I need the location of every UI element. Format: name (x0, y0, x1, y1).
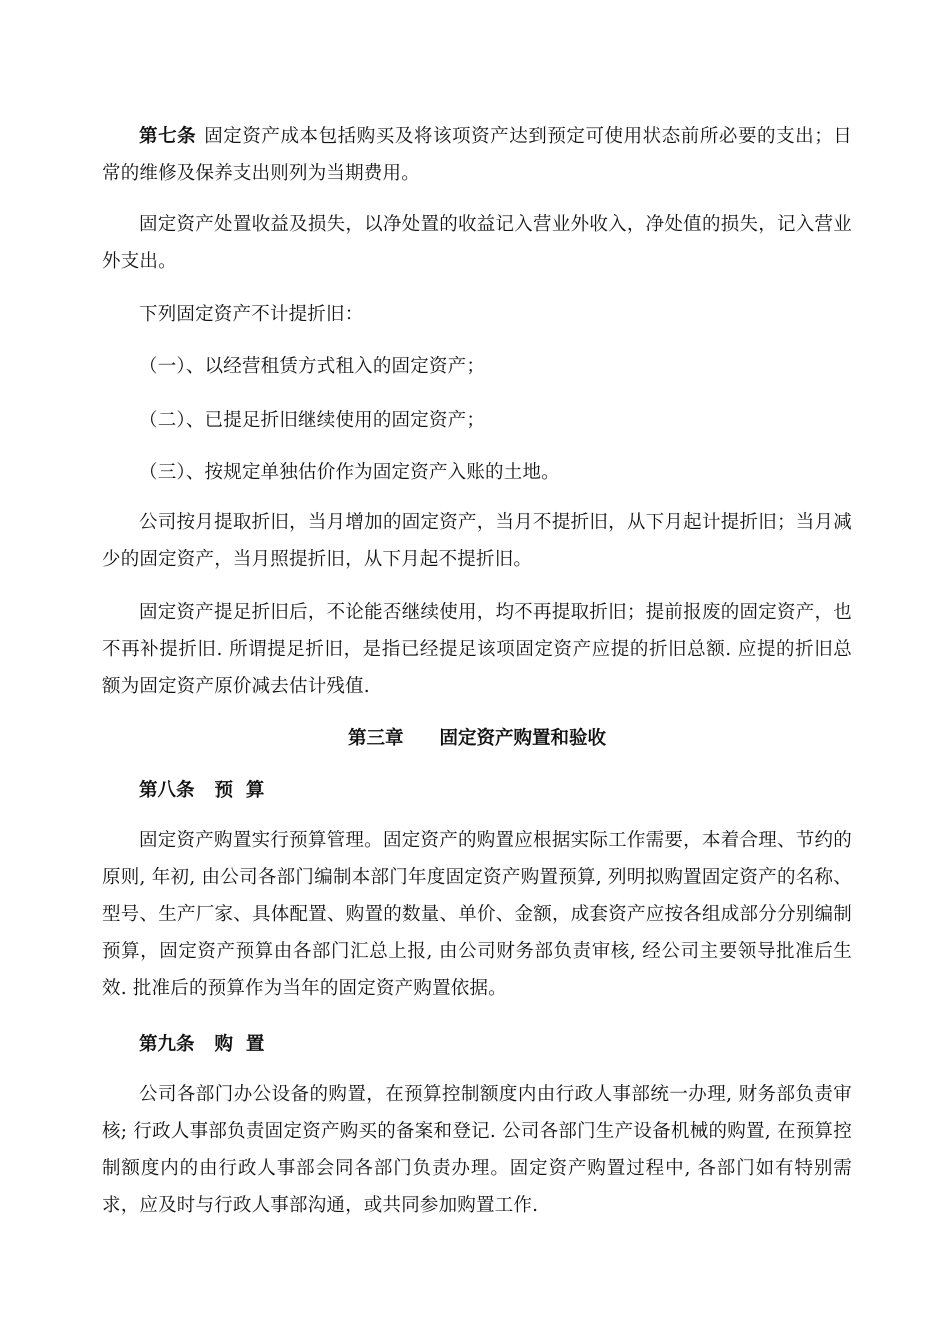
disposal-paragraph: 固定资产处置收益及损失，以净处置的收益记入营业外收入，净处值的损失，记入营业外支出。 (102, 214, 852, 272)
chapter-3-number: 第三章 (347, 728, 404, 749)
chapter-3-title: 固定资产购置和验收 (439, 728, 607, 749)
article-8-title: 预 算 (214, 780, 265, 801)
no-depreciation-item-3: （三）、按规定单独估价作为固定资产入账的土地。 (139, 462, 560, 483)
no-depreciation-item-1: （一）、以经营租赁方式租入的固定资产； (139, 356, 486, 377)
article-7-text: 固定资产成本包括购买及将该项资产达到预定可使用状态前所必要的支出；日常的维修及保养支出则列为当期费用。 (102, 126, 852, 184)
fully-depreciated-paragraph: 固定资产提足折旧后，不论能否继续使用，均不再提取折旧；提前报废的固定资产，也不再补提折旧. 所谓提足折旧，是指已经提足该项固定资产应提的折旧总额. 应提的折旧总额为固定资产原价减去估计残值. (102, 602, 852, 697)
article-8-paragraph: 固定资产购置实行预算管理。固定资产的购置应根据实际工作需要，本着合理、节约的原则, 年初, 由公司各部门编制本部门年度固定资产购置预算, 列明拟购置固定资产的名称、型号、生产厂家、具体配置、购置的数量、单价、金额，成套资产应按各组成部分分别编制预算，固定资产预算由各部门汇总上报, 由公司财务部负责审核, 经公司主要领导批准后生效. 批准后的预算作为当年的固定资产购置依据。 (102, 830, 852, 999)
article-9-number: 第九条 (139, 1034, 195, 1055)
no-depreciation-item-2: （二）、已提足折旧继续使用的固定资产； (139, 410, 486, 431)
article-8-heading (102, 772, 852, 809)
article-8-number: 第八条 (139, 780, 195, 801)
article-9-paragraph: 公司各部门办公设备的购置，在预算控制额度内由行政人事部统一办理, 财务部负责审核; 行政人事部负责固定资产购买的备案和登记. 公司各部门生产设备机械的购置, 在预算控制额度内的由行政人事部会同各部门负责办理。固定资产购置过程中, 各部门如有特别需求，应及时与行政人事部沟通，或共同参加购置工作. (102, 1084, 852, 1216)
chapter-3-heading (102, 720, 852, 757)
monthly-depreciation-paragraph: 公司按月提取折旧，当月增加的固定资产，当月不提折旧，从下月起计提折旧；当月减少的固定资产，当月照提折旧，从下月起不提折旧。 (102, 512, 852, 570)
article-7-lead: 第七条 (139, 126, 197, 147)
article-9-heading (102, 1026, 852, 1063)
no-depreciation-intro: 下列固定资产不计提折旧： (139, 304, 364, 325)
article-7-paragraph (102, 118, 852, 192)
article-9-title: 购 置 (214, 1034, 265, 1055)
